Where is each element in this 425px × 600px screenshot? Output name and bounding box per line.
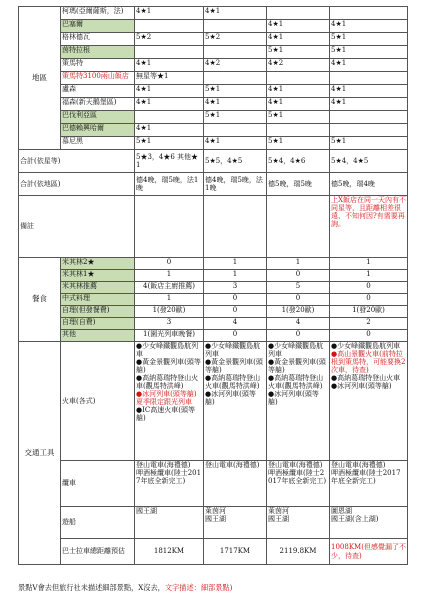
table-row: [19, 7, 408, 20]
data-cell: 5★1: [267, 137, 330, 150]
table-row: [19, 20, 408, 33]
table-row: [19, 342, 408, 461]
cell-line: 呷酒極纜車(陸士2017年底全新完工): [331, 469, 401, 486]
data-cell: 4★1: [204, 7, 267, 20]
cell-line: ●黃金景觀列車(頭等艙): [205, 358, 263, 375]
data-cell: [330, 72, 408, 85]
data-cell: 上X飯店在同一天內有不同星等，且距離相差很遠，不知何因?有需要再詢。: [330, 196, 408, 258]
cell-line: ●IC高速火車(頭等艙): [136, 406, 195, 423]
row-label: 米其林推薦: [61, 282, 135, 294]
data-cell: 1(園光列車晚餐): [135, 330, 204, 342]
row-label: 米其林2★: [61, 258, 135, 270]
data-cell: 4: [267, 318, 330, 330]
data-cell: [204, 124, 267, 137]
data-cell: 0: [135, 258, 204, 270]
table-row: [19, 150, 408, 173]
data-cell: 2: [330, 318, 408, 330]
cell-line: ●高納葛瑞特登山火車: [331, 374, 401, 383]
cell-line: 呷酒極纜車(陸士2017年底全新完工): [268, 469, 327, 486]
data-cell: 5★5，4★5: [204, 150, 267, 173]
data-cell: 4(飯店主廚推薦): [135, 282, 204, 294]
data-cell: 德4晚，瑞5晚，法1晚: [204, 173, 267, 196]
data-cell: [204, 20, 267, 33]
row-label: 火車(各式): [61, 342, 135, 461]
row-label: 格林德瓦: [61, 33, 135, 46]
data-cell: 1: [204, 258, 267, 270]
data-cell: 5★1: [330, 137, 408, 150]
cell-line: 萊茵河: [205, 507, 226, 515]
data-cell: 5★2: [135, 33, 204, 46]
table-row: [19, 72, 408, 85]
data-cell: [135, 342, 204, 461]
cell-line: 呷酒極纜車(陸士2017年底全新完工): [136, 469, 202, 486]
data-cell: 德4晚，瑞5晚，法1晚: [135, 173, 204, 196]
cell-line: ●高納葛瑞特登山火車(觀馬特洪峰): [205, 374, 261, 391]
data-cell: 1717KM: [204, 539, 267, 565]
data-cell: 4★1: [135, 124, 204, 137]
data-cell: 5: [267, 282, 330, 294]
row-label: 策馬特3100兩山飯店: [61, 72, 135, 85]
data-cell: 1812KM: [135, 539, 204, 565]
cell-line: ●少女峰鐵觀島航列車: [268, 342, 324, 359]
table-row: [19, 294, 408, 306]
cell-line: 登山電車(海禮德): [205, 461, 260, 469]
cell-line: ●少女峰鐵觀島航列車: [331, 342, 401, 350]
section-label: 地區: [19, 7, 61, 150]
data-cell: 0: [204, 294, 267, 306]
row-label: 巴伐利亞區: [61, 111, 135, 124]
data-cell: [204, 72, 267, 85]
data-cell: 1008KM(但感覺漏了不少，待查): [330, 539, 408, 565]
data-cell: [135, 507, 204, 539]
data-cell: [204, 342, 267, 461]
row-label: 巴士拉車總距離預估: [61, 539, 135, 565]
data-cell: [267, 461, 330, 507]
data-cell: 1: [330, 258, 408, 270]
table-row: [19, 330, 408, 342]
row-label: 慕尼黑: [61, 137, 135, 150]
data-cell: 0: [267, 270, 330, 282]
data-cell: 5★4，4★6: [267, 150, 330, 173]
footer-note-highlight: 文字描述：細部景點): [164, 583, 233, 592]
footer-note-text: 景點V會去但旅行社未描述細部景點，X沒去，: [18, 583, 165, 592]
table-row: [19, 111, 408, 124]
data-cell: [135, 196, 204, 258]
data-cell: [330, 342, 408, 461]
table-row: [19, 59, 408, 72]
data-cell: 4★1: [135, 59, 204, 72]
data-cell: 4★2: [267, 59, 330, 72]
table-row: [19, 85, 408, 98]
data-cell: 1(發20歐): [267, 306, 330, 318]
row-label: 中式料理: [61, 294, 135, 306]
data-cell: [330, 507, 408, 539]
data-cell: 2119.8KM: [267, 539, 330, 565]
row-label: 纜車: [61, 461, 135, 507]
section-label: 餐食: [19, 258, 61, 342]
data-cell: 0: [330, 294, 408, 306]
data-cell: 1: [204, 270, 267, 282]
data-cell: [135, 46, 204, 59]
data-cell: 5★4，4★5: [330, 150, 408, 173]
data-cell: 5★2: [204, 33, 267, 46]
data-cell: [204, 196, 267, 258]
data-cell: 4★1: [267, 98, 330, 111]
row-label: 柯瑪(亞爾薩斯，法): [61, 7, 135, 20]
row-label: 巴塞爾: [61, 20, 135, 33]
table-row: [19, 461, 408, 507]
table-row: [19, 173, 408, 196]
data-cell: [204, 507, 267, 539]
data-cell: [267, 196, 330, 258]
data-cell: [267, 507, 330, 539]
row-label: 合計(依地區): [19, 173, 135, 196]
row-label: 合計(依星等): [19, 150, 135, 173]
cell-line: 登山電車(海禮德): [268, 461, 323, 469]
row-label: 備註: [19, 196, 135, 258]
table-row: [19, 270, 408, 282]
data-cell: 0: [204, 330, 267, 342]
row-label: 自理(自費): [61, 318, 135, 330]
data-cell: 4★1: [267, 33, 330, 46]
data-cell: 0: [204, 306, 267, 318]
row-label: 米其林1★: [61, 270, 135, 282]
data-cell: [204, 461, 267, 507]
data-cell: [267, 72, 330, 85]
data-cell: [330, 461, 408, 507]
cell-line: ●高納葛瑞特登山火車(觀馬特洪峰): [268, 374, 324, 391]
data-cell: 4★1: [135, 98, 204, 111]
table-row: [19, 507, 408, 539]
table-row: [19, 196, 408, 258]
data-cell: 0: [330, 330, 408, 342]
cell-line: ●冰河列車(頭等艙)夏季限定跟光列車: [136, 390, 197, 407]
data-cell: 4★1: [135, 7, 204, 20]
data-cell: 0: [267, 294, 330, 306]
cell-line: ●黃金景觀列車(頭等艙): [268, 358, 326, 375]
table-row: [19, 306, 408, 318]
data-cell: 5★1: [204, 85, 267, 98]
data-cell: 1(發20歐): [135, 306, 204, 318]
data-cell: [135, 111, 204, 124]
cell-line: 國王湖(含上湖): [331, 515, 379, 524]
data-cell: 4★1: [330, 98, 408, 111]
comparison-table: [18, 6, 408, 565]
data-cell: 1: [135, 294, 204, 306]
data-cell: [267, 342, 330, 461]
cell-line: ●冰河列車(頭等艙): [268, 390, 319, 407]
data-cell: 4★1: [330, 20, 408, 33]
row-label: 福森(新天鵝堡區): [61, 98, 135, 111]
data-cell: 0: [330, 282, 408, 294]
row-label: 盧森: [61, 85, 135, 98]
row-label: 茵特拉根: [61, 46, 135, 59]
data-cell: [267, 7, 330, 20]
table-row: [19, 137, 408, 150]
table-row: [19, 258, 408, 270]
data-cell: 5★1: [135, 137, 204, 150]
footer-note: [18, 583, 407, 593]
cell-line: ●高山景觀火車(前特拉根到策馬特，可能要換2次車，待查): [331, 350, 406, 375]
cell-line: 登山電車(海禮德): [331, 461, 386, 469]
data-cell: 5★3，4★6 其他★1: [135, 150, 204, 173]
cell-line: 國王湖: [205, 515, 226, 524]
cell-line: 萊茵河: [268, 507, 289, 515]
data-cell: 1: [135, 270, 204, 282]
data-cell: 德5晚，瑞5晚: [267, 173, 330, 196]
data-cell: 1: [330, 270, 408, 282]
cell-line: 國王湖: [136, 507, 157, 515]
data-cell: [135, 20, 204, 33]
cell-line: ●黃金景觀列車(頭等艙): [136, 358, 201, 375]
data-cell: 4★1: [204, 137, 267, 150]
data-cell: 無星等★1: [135, 72, 204, 85]
data-cell: 5★1: [330, 46, 408, 59]
cell-line: 圖恩湖: [331, 507, 352, 515]
table-row: [19, 539, 408, 565]
table-row: [19, 98, 408, 111]
row-label: 其他: [61, 330, 135, 342]
data-cell: 0: [267, 330, 330, 342]
section-label: 交通工具: [19, 342, 61, 565]
data-cell: 4★1: [204, 98, 267, 111]
data-cell: 德5晚，瑞4晚: [330, 173, 408, 196]
data-cell: 1(發20歐): [330, 306, 408, 318]
cell-line: ●少女峰鐵觀島航列車: [205, 342, 261, 359]
data-cell: [204, 46, 267, 59]
cell-line: ●少女峰鐵觀島航列車: [136, 342, 199, 359]
data-cell: 4: [204, 318, 267, 330]
data-cell: 3: [204, 282, 267, 294]
data-cell: 4★1: [267, 85, 330, 98]
data-cell: 5★1: [330, 33, 408, 46]
data-cell: 1: [267, 258, 330, 270]
data-cell: [330, 111, 408, 124]
row-label: 策馬特: [61, 59, 135, 72]
cell-line: 登山電車(海禮德): [136, 461, 191, 469]
data-cell: [135, 461, 204, 507]
data-cell: 5★1: [267, 46, 330, 59]
table-row: [19, 33, 408, 46]
data-cell: 4★1: [135, 85, 204, 98]
row-label: 遊船: [61, 507, 135, 539]
data-cell: 3: [135, 318, 204, 330]
table-row: [19, 282, 408, 294]
table-row: [19, 318, 408, 330]
data-cell: 4★1: [267, 20, 330, 33]
cell-line: ●冰河列車(頭等艙): [205, 390, 256, 407]
cell-line: ●高納葛瑞特登山火車(觀馬特洪峰): [136, 374, 199, 391]
data-cell: [330, 7, 408, 20]
cell-line: 國王湖: [268, 515, 289, 524]
data-cell: [267, 124, 330, 137]
data-cell: 4★1: [330, 59, 408, 72]
table-row: [19, 124, 408, 137]
cell-line: ●冰河列車(頭等艙): [331, 382, 392, 391]
row-label: 巴德賴興哈爾: [61, 124, 135, 137]
data-cell: 4★2: [204, 59, 267, 72]
table-row: [19, 46, 408, 59]
data-cell: 5★1: [204, 111, 267, 124]
row-label: 自理(但發餐費): [61, 306, 135, 318]
data-cell: 4★1: [330, 85, 408, 98]
data-cell: 5★1: [267, 111, 330, 124]
data-cell: [330, 124, 408, 137]
